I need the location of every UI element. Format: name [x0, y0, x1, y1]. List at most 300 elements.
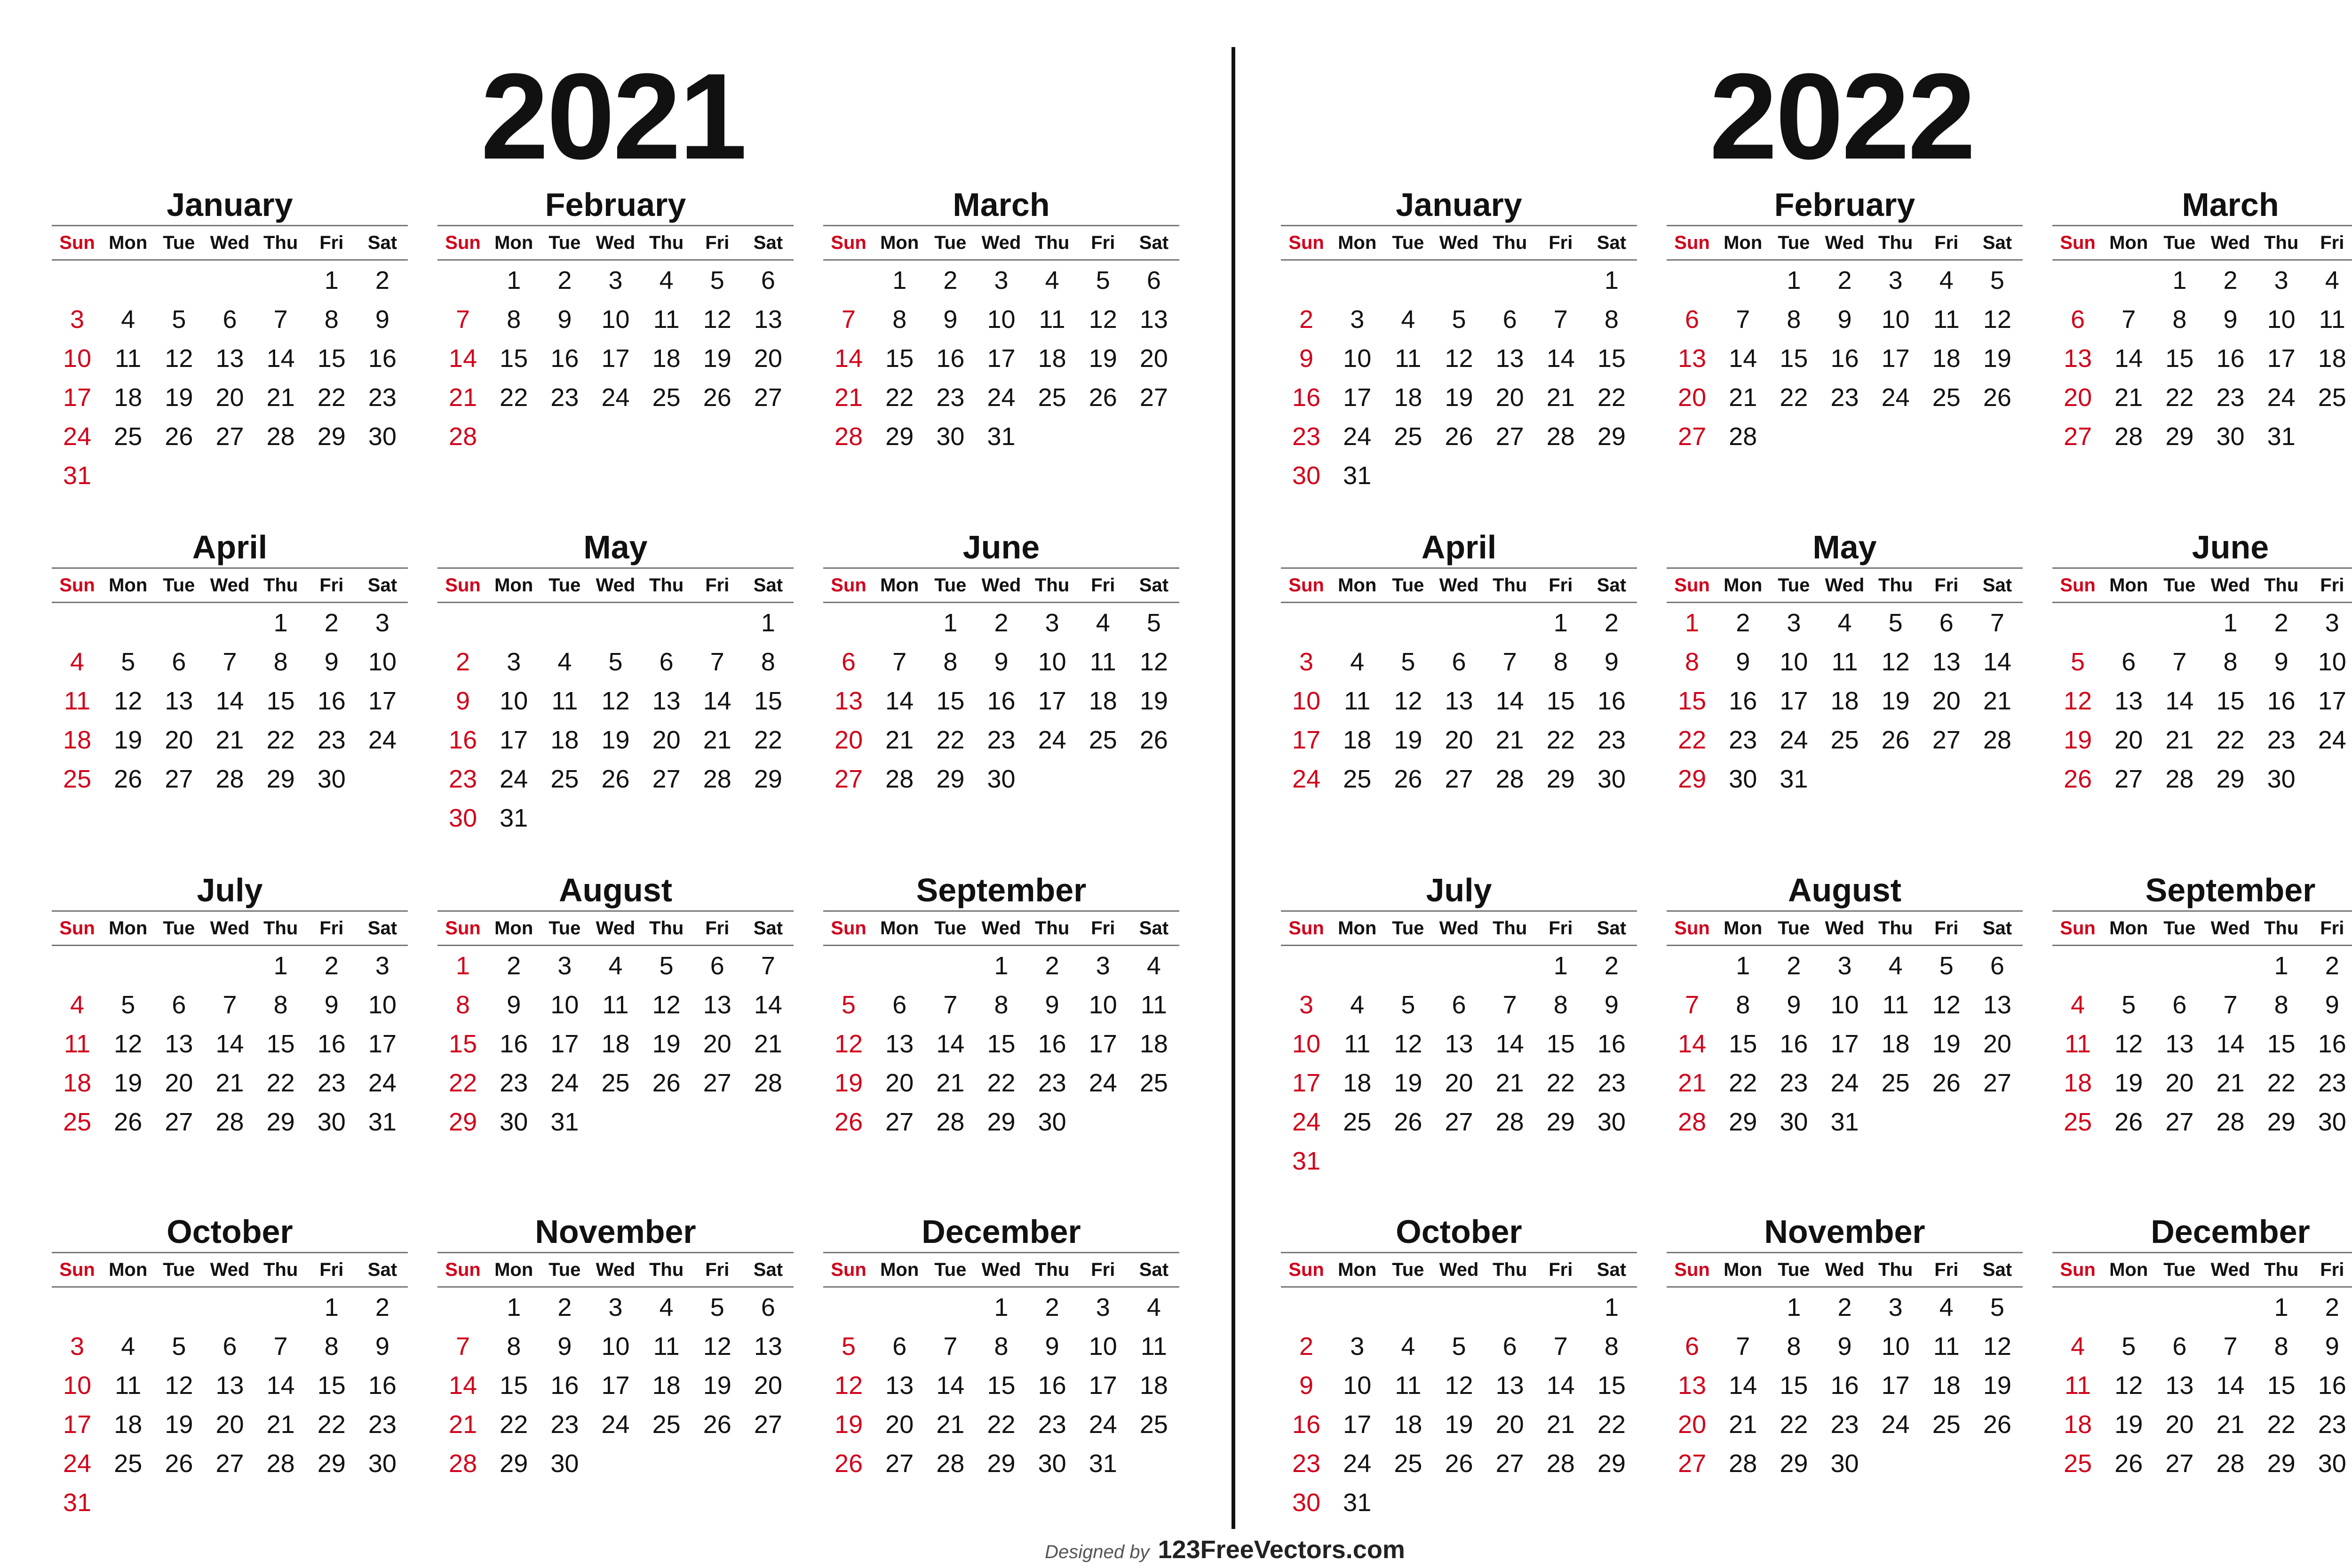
day-cell: 3	[608, 1293, 623, 1321]
day-cell: 13	[703, 990, 731, 1019]
day-cell: 25	[1830, 725, 1859, 754]
day-cell: 27	[1678, 422, 1707, 451]
day-cell: 26	[165, 422, 193, 451]
day-cell: 25	[1343, 764, 1372, 793]
year-divider	[1232, 47, 1235, 1529]
day-grid	[2052, 946, 2352, 1141]
day-cell: 16	[2318, 1371, 2346, 1400]
day-cell: 9	[1299, 1371, 1314, 1400]
day-cell: 19	[1881, 686, 1910, 715]
weekday-label: Thu	[1034, 1259, 1070, 1280]
month-name: June	[2192, 529, 2269, 565]
day-cell: 30	[2318, 1107, 2346, 1136]
weekday-label: Sun	[1288, 917, 1324, 939]
weekday-label: Tue	[1778, 917, 1810, 939]
weekday-header	[1667, 1253, 2023, 1286]
day-cell: 6	[172, 647, 186, 676]
day-cell: 21	[449, 1410, 477, 1439]
day-cell: 6	[1939, 608, 1954, 637]
weekday-label: Fri	[319, 574, 344, 596]
day-cell: 5	[608, 647, 623, 676]
day-cell: 25	[1089, 725, 1117, 754]
day-cell: 17	[1089, 1371, 1117, 1400]
day-cell: 3	[1888, 1293, 1903, 1321]
day-cell: 22	[500, 1410, 528, 1439]
day-cell: 9	[1045, 1332, 1059, 1361]
weekday-label: Thu	[2264, 917, 2299, 939]
day-cell: 1	[994, 1293, 1009, 1321]
day-cell: 1	[761, 608, 775, 637]
day-cell: 15	[1546, 686, 1575, 715]
day-cell: 6	[1502, 1332, 1517, 1361]
day-cell: 5	[1146, 608, 1161, 637]
weekday-header	[2052, 912, 2352, 945]
month-name: November	[1764, 1213, 1925, 1250]
day-cell: 22	[936, 725, 965, 754]
day-cell: 8	[1736, 990, 1750, 1019]
day-cell: 4	[1045, 266, 1059, 294]
day-cell: 27	[834, 764, 863, 793]
day-cell: 7	[2172, 647, 2187, 676]
weekday-label: Sat	[1139, 574, 1169, 596]
day-cell: 18	[1038, 344, 1066, 373]
day-cell: 30	[368, 1449, 397, 1478]
day-cell: 22	[1678, 725, 1707, 754]
weekday-label: Mon	[2109, 917, 2148, 939]
day-cell: 20	[1678, 1410, 1707, 1439]
day-cell: 11	[115, 344, 142, 373]
day-cell: 8	[1604, 1332, 1619, 1361]
day-cell: 17	[1292, 725, 1321, 754]
day-cell: 28	[1495, 764, 1524, 793]
day-cell: 14	[449, 344, 477, 373]
day-cell: 5	[172, 305, 186, 334]
day-cell: 23	[1038, 1410, 1066, 1439]
weekday-label: Thu	[1878, 917, 1913, 939]
weekday-label: Tue	[1392, 232, 1424, 253]
day-cell: 17	[550, 1029, 579, 1058]
day-cell: 24	[1881, 383, 1910, 412]
day-cell: 24	[1881, 1410, 1910, 1439]
day-cell: 28	[449, 422, 477, 451]
weekday-label: Mon	[880, 232, 919, 253]
day-cell: 3	[1299, 990, 1314, 1019]
day-cell: 31	[368, 1107, 397, 1136]
day-cell: 17	[63, 383, 92, 412]
weekday-label: Fri	[2320, 917, 2344, 939]
day-cell: 8	[507, 305, 521, 334]
day-cell: 26	[1394, 764, 1422, 793]
day-cell: 11	[1933, 305, 1960, 334]
day-cell: 8	[273, 990, 288, 1019]
day-cell: 24	[368, 725, 397, 754]
weekday-label: Fri	[1934, 917, 1959, 939]
day-cell: 27	[754, 1410, 782, 1439]
day-cell: 27	[2165, 1449, 2194, 1478]
day-cell: 7	[710, 647, 724, 676]
day-cell: 21	[215, 1068, 244, 1097]
day-cell: 11	[1395, 344, 1422, 373]
day-cell: 9	[2274, 647, 2288, 676]
day-cell: 26	[703, 383, 731, 412]
day-cell: 19	[2114, 1410, 2143, 1439]
day-cell: 15	[987, 1371, 1016, 1400]
weekday-label: Thu	[1492, 1259, 1527, 1280]
weekday-label: Sat	[367, 917, 397, 939]
day-cell: 25	[1139, 1068, 1168, 1097]
day-cell: 15	[754, 686, 782, 715]
weekday-header	[437, 569, 794, 602]
day-cell: 22	[987, 1068, 1016, 1097]
day-cell: 20	[1678, 383, 1707, 412]
weekday-label: Tue	[548, 574, 581, 596]
weekday-label: Wed	[210, 232, 250, 253]
day-cell: 28	[266, 422, 295, 451]
day-cell: 24	[1780, 725, 1808, 754]
weekday-label: Tue	[1778, 232, 1810, 253]
day-cell: 19	[601, 725, 630, 754]
day-cell: 30	[2267, 764, 2296, 793]
day-cell: 18	[2064, 1410, 2092, 1439]
day-cell: 8	[892, 305, 907, 334]
day-cell: 8	[2274, 990, 2288, 1019]
day-cell: 23	[1729, 725, 1757, 754]
day-cell: 27	[2165, 1107, 2194, 1136]
day-cell: 12	[114, 1029, 143, 1058]
day-cell: 21	[266, 1410, 295, 1439]
day-cell: 7	[943, 990, 958, 1019]
weekday-header	[1281, 912, 1637, 945]
weekday-header	[2052, 1253, 2352, 1286]
day-grid	[1281, 261, 1637, 495]
weekday-label: Wed	[596, 917, 636, 939]
day-cell: 8	[324, 305, 339, 334]
day-cell: 5	[1939, 951, 1954, 980]
month-april-2022	[1281, 531, 1637, 798]
day-cell: 10	[1881, 305, 1910, 334]
day-cell: 6	[1146, 266, 1161, 294]
weekday-label: Thu	[263, 1259, 298, 1280]
month-name: August	[558, 872, 673, 908]
day-cell: 30	[317, 764, 346, 793]
day-cell: 2	[1787, 951, 1801, 980]
day-cell: 16	[2216, 344, 2245, 373]
day-cell: 23	[550, 383, 579, 412]
day-cell: 3	[1045, 608, 1059, 637]
day-cell: 29	[1546, 1107, 1575, 1136]
day-cell: 10	[1830, 990, 1859, 1019]
day-cell: 12	[652, 990, 681, 1019]
weekday-label: Fri	[1549, 232, 1573, 253]
day-cell: 17	[2318, 686, 2346, 715]
day-cell: 12	[2064, 686, 2092, 715]
day-cell: 7	[1685, 990, 1700, 1019]
day-cell: 4	[659, 266, 674, 294]
day-cell: 26	[601, 764, 630, 793]
day-cell: 27	[652, 764, 681, 793]
credit-line	[0, 1535, 2352, 1564]
day-cell: 16	[500, 1029, 528, 1058]
day-cell: 22	[987, 1410, 1016, 1439]
day-cell: 22	[1729, 1068, 1757, 1097]
day-cell: 15	[2267, 1371, 2296, 1400]
day-cell: 14	[936, 1029, 965, 1058]
month-june-2022	[2052, 531, 2352, 798]
day-cell: 1	[943, 608, 958, 637]
weekday-label: Tue	[934, 1259, 967, 1280]
day-cell: 24	[550, 1068, 579, 1097]
day-cell: 20	[834, 725, 863, 754]
day-cell: 18	[652, 344, 681, 373]
weekday-label: Mon	[2109, 574, 2148, 596]
day-cell: 20	[165, 725, 193, 754]
day-cell: 7	[2122, 305, 2136, 334]
day-cell: 28	[266, 1449, 295, 1478]
day-cell: 30	[500, 1107, 528, 1136]
day-cell: 30	[2216, 422, 2245, 451]
day-cell: 7	[842, 305, 856, 334]
day-cell: 30	[1830, 1449, 1859, 1478]
day-cell: 14	[1495, 686, 1524, 715]
day-cell: 4	[1096, 608, 1110, 637]
day-cell: 27	[2114, 764, 2143, 793]
day-cell: 21	[1983, 686, 2011, 715]
day-cell: 4	[1837, 608, 1852, 637]
month-october-2021	[52, 1215, 408, 1522]
weekday-label: Fri	[2320, 574, 2344, 596]
day-cell: 31	[500, 804, 528, 832]
day-cell: 23	[1292, 422, 1321, 451]
day-cell: 5	[2122, 1332, 2136, 1361]
day-cell: 1	[2172, 266, 2187, 294]
weekday-label: Thu	[263, 232, 298, 253]
day-cell: 22	[754, 725, 782, 754]
day-cell: 15	[936, 686, 965, 715]
day-cell: 15	[266, 1029, 295, 1058]
day-cell: 17	[1089, 1029, 1117, 1058]
day-cell: 31	[1343, 1488, 1372, 1517]
day-cell: 10	[368, 990, 397, 1019]
day-cell: 13	[165, 686, 193, 715]
day-cell: 14	[1983, 647, 2011, 676]
day-cell: 28	[1546, 422, 1575, 451]
day-cell: 4	[121, 305, 135, 334]
day-cell: 24	[1830, 1068, 1859, 1097]
day-cell: 24	[1089, 1068, 1117, 1097]
day-cell: 2	[324, 608, 339, 637]
day-cell: 27	[215, 1449, 244, 1478]
weekday-label: Mon	[1724, 574, 1763, 596]
day-cell: 21	[1729, 383, 1757, 412]
day-cell: 29	[2267, 1107, 2296, 1136]
day-grid	[823, 261, 1179, 456]
day-cell: 28	[2114, 422, 2143, 451]
day-cell: 3	[375, 951, 389, 980]
day-cell: 3	[608, 266, 623, 294]
day-cell: 25	[2064, 1107, 2092, 1136]
day-cell: 22	[1780, 383, 1808, 412]
day-cell: 2	[1837, 1293, 1852, 1321]
day-cell: 7	[1990, 608, 2004, 637]
day-cell: 28	[449, 1449, 477, 1478]
day-cell: 9	[1045, 990, 1059, 1019]
day-cell: 25	[63, 1107, 92, 1136]
day-cell: 24	[987, 383, 1016, 412]
day-cell: 2	[1299, 1332, 1314, 1361]
day-cell: 9	[557, 305, 572, 334]
day-cell: 26	[652, 1068, 681, 1097]
day-cell: 4	[1401, 1332, 1415, 1361]
brand-link[interactable]: 123FreeVectors.com	[1158, 1536, 1405, 1564]
day-cell: 17	[601, 344, 630, 373]
day-cell: 6	[1502, 305, 1517, 334]
day-cell: 26	[2114, 1449, 2143, 1478]
day-cell: 6	[659, 647, 674, 676]
day-cell: 10	[368, 647, 397, 676]
day-cell: 20	[1495, 1410, 1524, 1439]
month-name: September	[916, 872, 1087, 908]
weekday-label: Tue	[1392, 1259, 1424, 1280]
month-name: May	[1812, 529, 1877, 565]
day-cell: 13	[885, 1371, 914, 1400]
weekday-label: Fri	[1934, 1259, 1959, 1280]
day-cell: 19	[1983, 1371, 2011, 1400]
day-cell: 21	[2114, 383, 2143, 412]
day-cell: 6	[222, 305, 237, 334]
day-cell: 19	[1932, 1029, 1961, 1058]
day-cell: 31	[1780, 764, 1808, 793]
day-cell: 7	[273, 1332, 288, 1361]
weekday-label: Sun	[445, 232, 481, 253]
day-cell: 4	[121, 1332, 135, 1361]
day-cell: 15	[500, 1371, 528, 1400]
day-cell: 15	[500, 344, 528, 373]
month-name: October	[167, 1213, 293, 1250]
day-cell: 4	[1350, 647, 1365, 676]
weekday-label: Thu	[2264, 574, 2299, 596]
day-cell: 13	[1678, 344, 1707, 373]
year-title-2022: 2022	[1709, 48, 1974, 185]
weekday-label: Tue	[1392, 574, 1424, 596]
day-cell: 30	[1729, 764, 1757, 793]
month-june-2021	[823, 531, 1179, 798]
day-cell: 17	[1343, 1410, 1372, 1439]
day-cell: 19	[114, 725, 143, 754]
weekday-label: Mon	[1338, 1259, 1377, 1280]
day-cell: 26	[1089, 383, 1117, 412]
day-cell: 30	[936, 422, 965, 451]
day-cell: 30	[550, 1449, 579, 1478]
day-cell: 23	[2216, 383, 2245, 412]
weekday-label: Sun	[831, 232, 866, 253]
weekday-header	[1281, 1253, 1637, 1286]
day-cell: 2	[507, 951, 521, 980]
day-cell: 25	[1394, 1449, 1422, 1478]
day-cell: 15	[1597, 344, 1626, 373]
day-cell: 16	[449, 725, 477, 754]
day-cell: 30	[317, 1107, 346, 1136]
day-cell: 9	[1837, 1332, 1852, 1361]
day-cell: 15	[2216, 686, 2245, 715]
day-grid	[823, 603, 1179, 798]
day-cell: 17	[368, 1029, 397, 1058]
day-cell: 12	[1139, 647, 1168, 676]
day-cell: 16	[936, 344, 965, 373]
month-name: May	[583, 529, 648, 565]
day-grid	[52, 261, 408, 495]
weekday-label: Mon	[880, 917, 919, 939]
weekday-label: Tue	[163, 232, 195, 253]
day-cell: 16	[1597, 1029, 1626, 1058]
weekday-label: Sun	[2060, 574, 2096, 596]
weekday-label: Mon	[880, 1259, 919, 1280]
day-cell: 26	[114, 764, 143, 793]
day-cell: 20	[1445, 725, 1473, 754]
day-cell: 9	[1837, 305, 1852, 334]
day-cell: 15	[1678, 686, 1707, 715]
day-cell: 20	[2064, 383, 2092, 412]
day-cell: 1	[507, 1293, 521, 1321]
day-grid	[1667, 261, 2023, 456]
day-cell: 18	[1139, 1029, 1168, 1058]
day-cell: 5	[2122, 990, 2136, 1019]
weekday-label: Thu	[1492, 232, 1527, 253]
day-cell: 9	[1787, 990, 1801, 1019]
month-name: September	[2145, 872, 2316, 908]
day-cell: 28	[1678, 1107, 1707, 1136]
day-cell: 16	[550, 1371, 579, 1400]
day-cell: 30	[1038, 1449, 1066, 1478]
weekday-label: Fri	[1549, 917, 1573, 939]
day-cell: 17	[1830, 1029, 1859, 1058]
weekday-label: Mon	[1338, 917, 1377, 939]
day-cell: 25	[1881, 1068, 1910, 1097]
day-cell: 29	[2267, 1449, 2296, 1478]
day-cell: 24	[1292, 1107, 1321, 1136]
weekday-label: Sun	[1288, 1259, 1324, 1280]
day-cell: 4	[1401, 305, 1415, 334]
weekday-label: Mon	[109, 574, 148, 596]
day-cell: 24	[368, 1068, 397, 1097]
day-cell: 9	[1604, 647, 1619, 676]
weekday-header	[1667, 226, 2023, 259]
day-cell: 25	[601, 1068, 630, 1097]
day-cell: 8	[2274, 1332, 2288, 1361]
day-cell: 11	[1395, 1371, 1422, 1400]
day-cell: 4	[1350, 990, 1365, 1019]
weekday-label: Wed	[596, 574, 636, 596]
day-cell: 9	[1299, 344, 1314, 373]
day-cell: 23	[1830, 383, 1859, 412]
day-cell: 31	[1292, 1146, 1321, 1175]
day-cell: 13	[1495, 344, 1524, 373]
day-cell: 2	[1045, 951, 1059, 980]
day-cell: 24	[601, 383, 630, 412]
day-cell: 19	[652, 1029, 681, 1058]
weekday-label: Mon	[109, 1259, 148, 1280]
day-cell: 12	[165, 1371, 193, 1400]
day-cell: 8	[324, 1332, 339, 1361]
day-cell: 19	[703, 1371, 731, 1400]
day-cell: 22	[1546, 725, 1575, 754]
day-cell: 9	[324, 990, 339, 1019]
day-cell: 25	[1932, 383, 1961, 412]
weekday-label: Sat	[1139, 1259, 1169, 1280]
day-cell: 16	[1729, 686, 1757, 715]
month-december-2021	[823, 1215, 1179, 1483]
day-cell: 17	[1343, 383, 1372, 412]
day-cell: 30	[1292, 461, 1321, 490]
